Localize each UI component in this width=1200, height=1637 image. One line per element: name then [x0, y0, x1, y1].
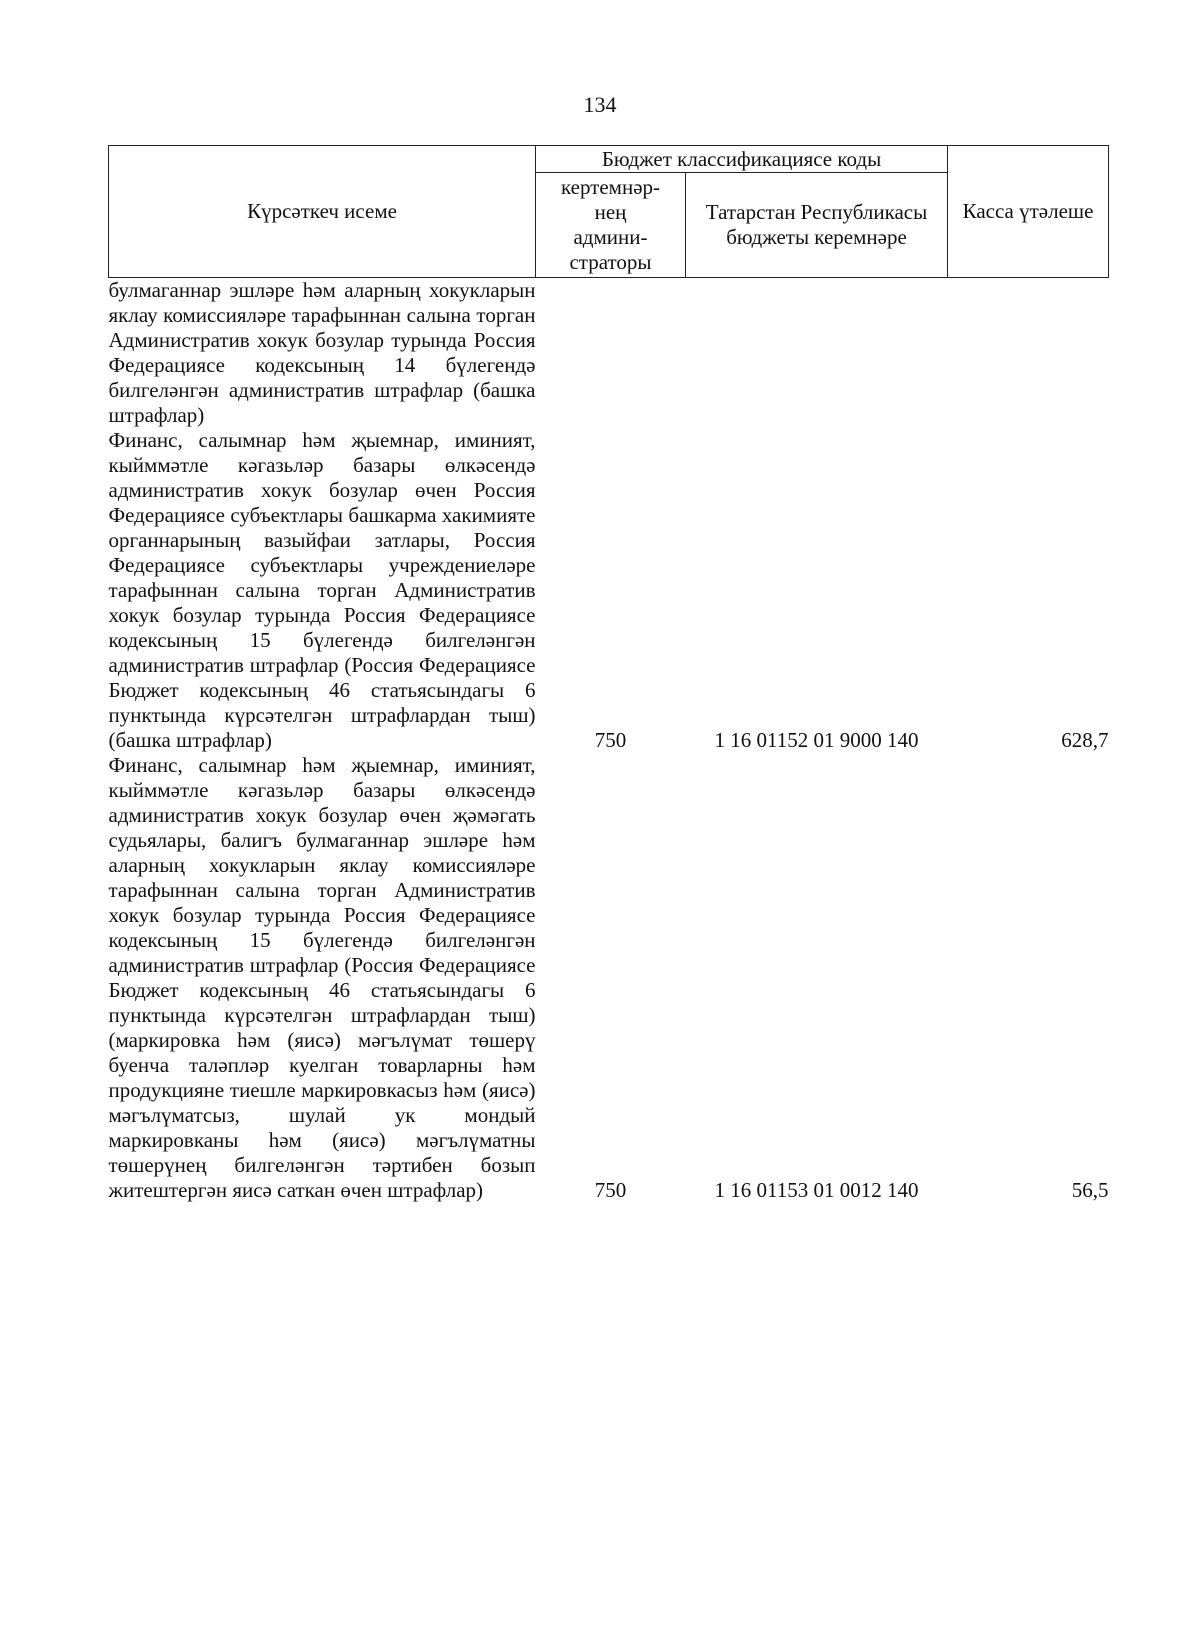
- row-amount: 628,7: [1061, 728, 1109, 752]
- table-row: [109, 278, 1109, 429]
- row-indicator-name: Финанс, салымнар һәм җыемнар, иминият, кыйммәтле кәгазьләр базары өлкәсендә административ хокук бозулар өчен җәмәгать судьялары, балигъ булмаганнар эшләре һәм аларның хокукларын яклау комиссияләре тарафыннан салына торган Административ хокук бозулар турында Россия Федерациясе кодексының 15 бүлегендә билгеләнгән административ штрафлар (Россия Федерациясе Бюджет кодексының 46 статьясындагы 6 пунктында күрсәтелгән штрафлардан тыш) (маркировка һәм (яисә) мәгълүмат төшерү буенча таләпләр куелган товарларны һәм продукцияне тиешле маркировкасыз һәм (яисә) мәгълүматсыз, шулай ук мондый маркировканы һәм (яисә) мәгълүматны төшерүнең билгеләнгән тәртибен бозып житештергән яисә саткан өчен штрафлар): [108, 753, 536, 1202]
- row-indicator-name: булмаганнар эшләре һәм аларның хокукларын яклау комиссияләре тарафыннан салына торган Административ хокук бозулар турында Россия Федерациясе кодексының 14 бүлегендә билгеләнгән административ штрафлар (башка штрафлар): [108, 278, 536, 427]
- budget-table: [108, 145, 1109, 1203]
- row-administrator-code: [536, 278, 686, 429]
- row-administrator-code: 750: [594, 1178, 627, 1202]
- header-administrator: кертемнәр- нең админи- страторы: [536, 173, 686, 278]
- table-row: [109, 753, 1109, 1203]
- table-row: [109, 428, 1109, 753]
- header-indicator-name: Күрсәткеч исеме: [109, 146, 536, 278]
- row-administrator-code: 750: [594, 728, 627, 752]
- row-budget-code: 1 16 01153 01 0012 140: [714, 1178, 919, 1202]
- row-amount: [948, 278, 1109, 429]
- row-indicator-name: Финанс, салымнар һәм җыемнар, иминият, кыйммәтле кәгазьләр базары өлкәсендә административ хокук бозулар өчен Россия Федерациясе субъектлары башкарма хакимияте органнарының вазыйфаи затлары, Россия Федерациясе субъектлары учреждениеләре тарафыннан салына торган Административ хокук бозулар турында Россия Федерациясе кодексының 15 бүлегендә билгеләнгән административ штрафлар (Россия Федерациясе Бюджет кодексының 46 статьясындагы 6 пунктында күрсәтелгән штрафлардан тыш) (башка штрафлар): [108, 428, 536, 752]
- row-budget-code: 1 16 01152 01 9000 140: [714, 728, 919, 752]
- header-budget-code-group: Бюджет классификациясе коды: [536, 146, 948, 173]
- page-number: 134: [583, 92, 617, 117]
- header-revenue: Татарстан Республикасы бюджеты керемнәре: [686, 173, 948, 278]
- header-cash-execution: Касса үтәлеше: [948, 146, 1109, 278]
- row-amount: 56,5: [1071, 1178, 1109, 1202]
- row-budget-code: [686, 278, 948, 429]
